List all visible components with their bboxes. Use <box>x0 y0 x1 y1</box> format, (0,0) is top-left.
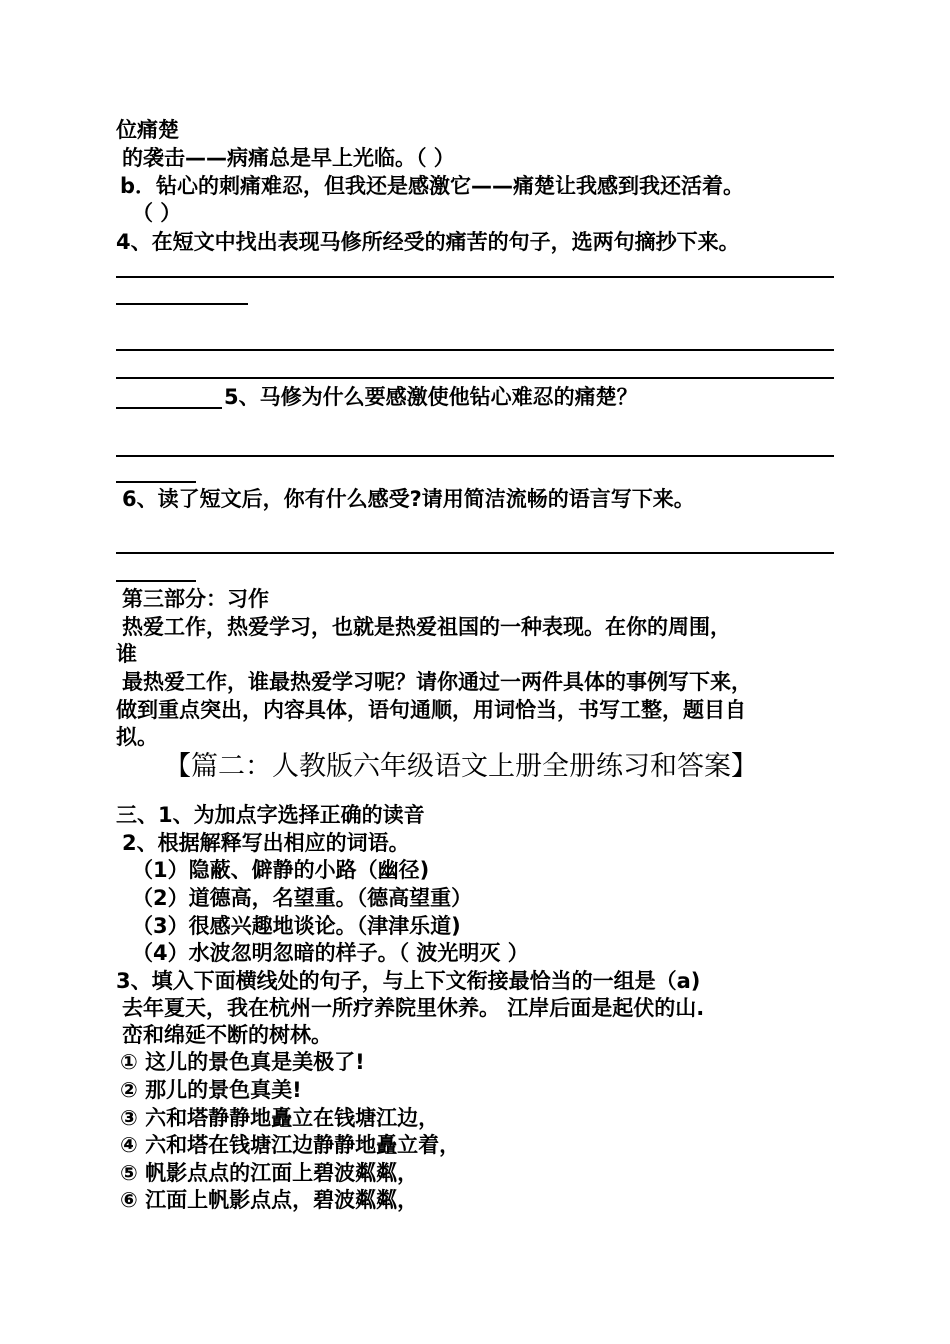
list-item: ③ 六和塔静静地矗立在钱塘江边， <box>120 1106 440 1130</box>
text-line: 热爱工作，热爱学习，也就是热爱祖国的一种表现。在你的周围， <box>122 615 731 639</box>
answer-line <box>116 276 834 278</box>
question-6: 6、读了短文后，你有什么感受?请用简洁流畅的语言写下来。 <box>122 487 695 511</box>
answer-line <box>116 349 834 351</box>
text-line: b．钻心的刺痛难忍，但我还是感激它——痛楚让我感到我还活着。 <box>120 174 745 198</box>
list-item: ④ 六和塔在钱塘江边静静地矗立着， <box>120 1133 461 1157</box>
list-item: ⑥ 江面上帆影点点，碧波粼粼， <box>120 1188 419 1212</box>
answer-line <box>116 455 834 457</box>
list-item: ① 这儿的景色真是美极了! <box>120 1050 365 1074</box>
text-line: 拟。 <box>116 725 158 749</box>
text-line: 做到重点突出，内容具体，语句通顺，用词恰当，书写工整，题目自 <box>116 698 746 722</box>
text-line: 三、1、为加点字选择正确的读音 <box>116 803 425 827</box>
answer-line <box>116 407 222 409</box>
list-item: （1）隐蔽、僻静的小路（幽径) <box>132 858 430 882</box>
list-item: （2）道德高，名望重。（德高望重） <box>132 886 473 910</box>
list-item: （4）水波忽明忽暗的样子。（ 波光明灭 ） <box>132 941 529 965</box>
part3-title: 第三部分：习作 <box>122 587 269 611</box>
text-line: 2、根据解释写出相应的词语。 <box>122 831 410 855</box>
text-line: 峦和绵延不断的树林。 <box>122 1023 332 1047</box>
question-5: 5、马修为什么要感激使他钻心难忍的痛楚？ <box>224 385 638 409</box>
answer-line <box>116 580 196 582</box>
text-line: 3、填入下面横线处的句子，与上下文衔接最恰当的一组是（a) <box>116 969 701 993</box>
list-item: ② 那儿的景色真美! <box>120 1078 302 1102</box>
text-line: 位痛楚 <box>116 118 179 142</box>
answer-bracket: （ ） <box>132 201 182 225</box>
answer-line <box>116 377 834 379</box>
text-line: 最热爱工作，谁最热爱学习呢？请你通过一两件具体的事例写下来， <box>122 670 752 694</box>
answer-line <box>116 303 248 305</box>
answer-line <box>116 552 834 554</box>
question-4: 4、在短文中找出表现马修所经受的痛苦的句子，选两句摘抄下来。 <box>116 230 740 254</box>
text-line: 去年夏天，我在杭州一所疗养院里休养。 江岸后面是起伏的山. <box>122 996 705 1020</box>
text-line: 谁 <box>116 642 137 666</box>
list-item: （3）很感兴趣地谈论。（津津乐道) <box>132 914 461 938</box>
list-item: ⑤ 帆影点点的江面上碧波粼粼， <box>120 1161 419 1185</box>
section-heading: 【篇二：人教版六年级语文上册全册练习和答案】 <box>164 751 758 782</box>
text-line: 的袭击——病痛总是早上光临。（ ） <box>122 146 455 170</box>
answer-line <box>116 481 196 483</box>
